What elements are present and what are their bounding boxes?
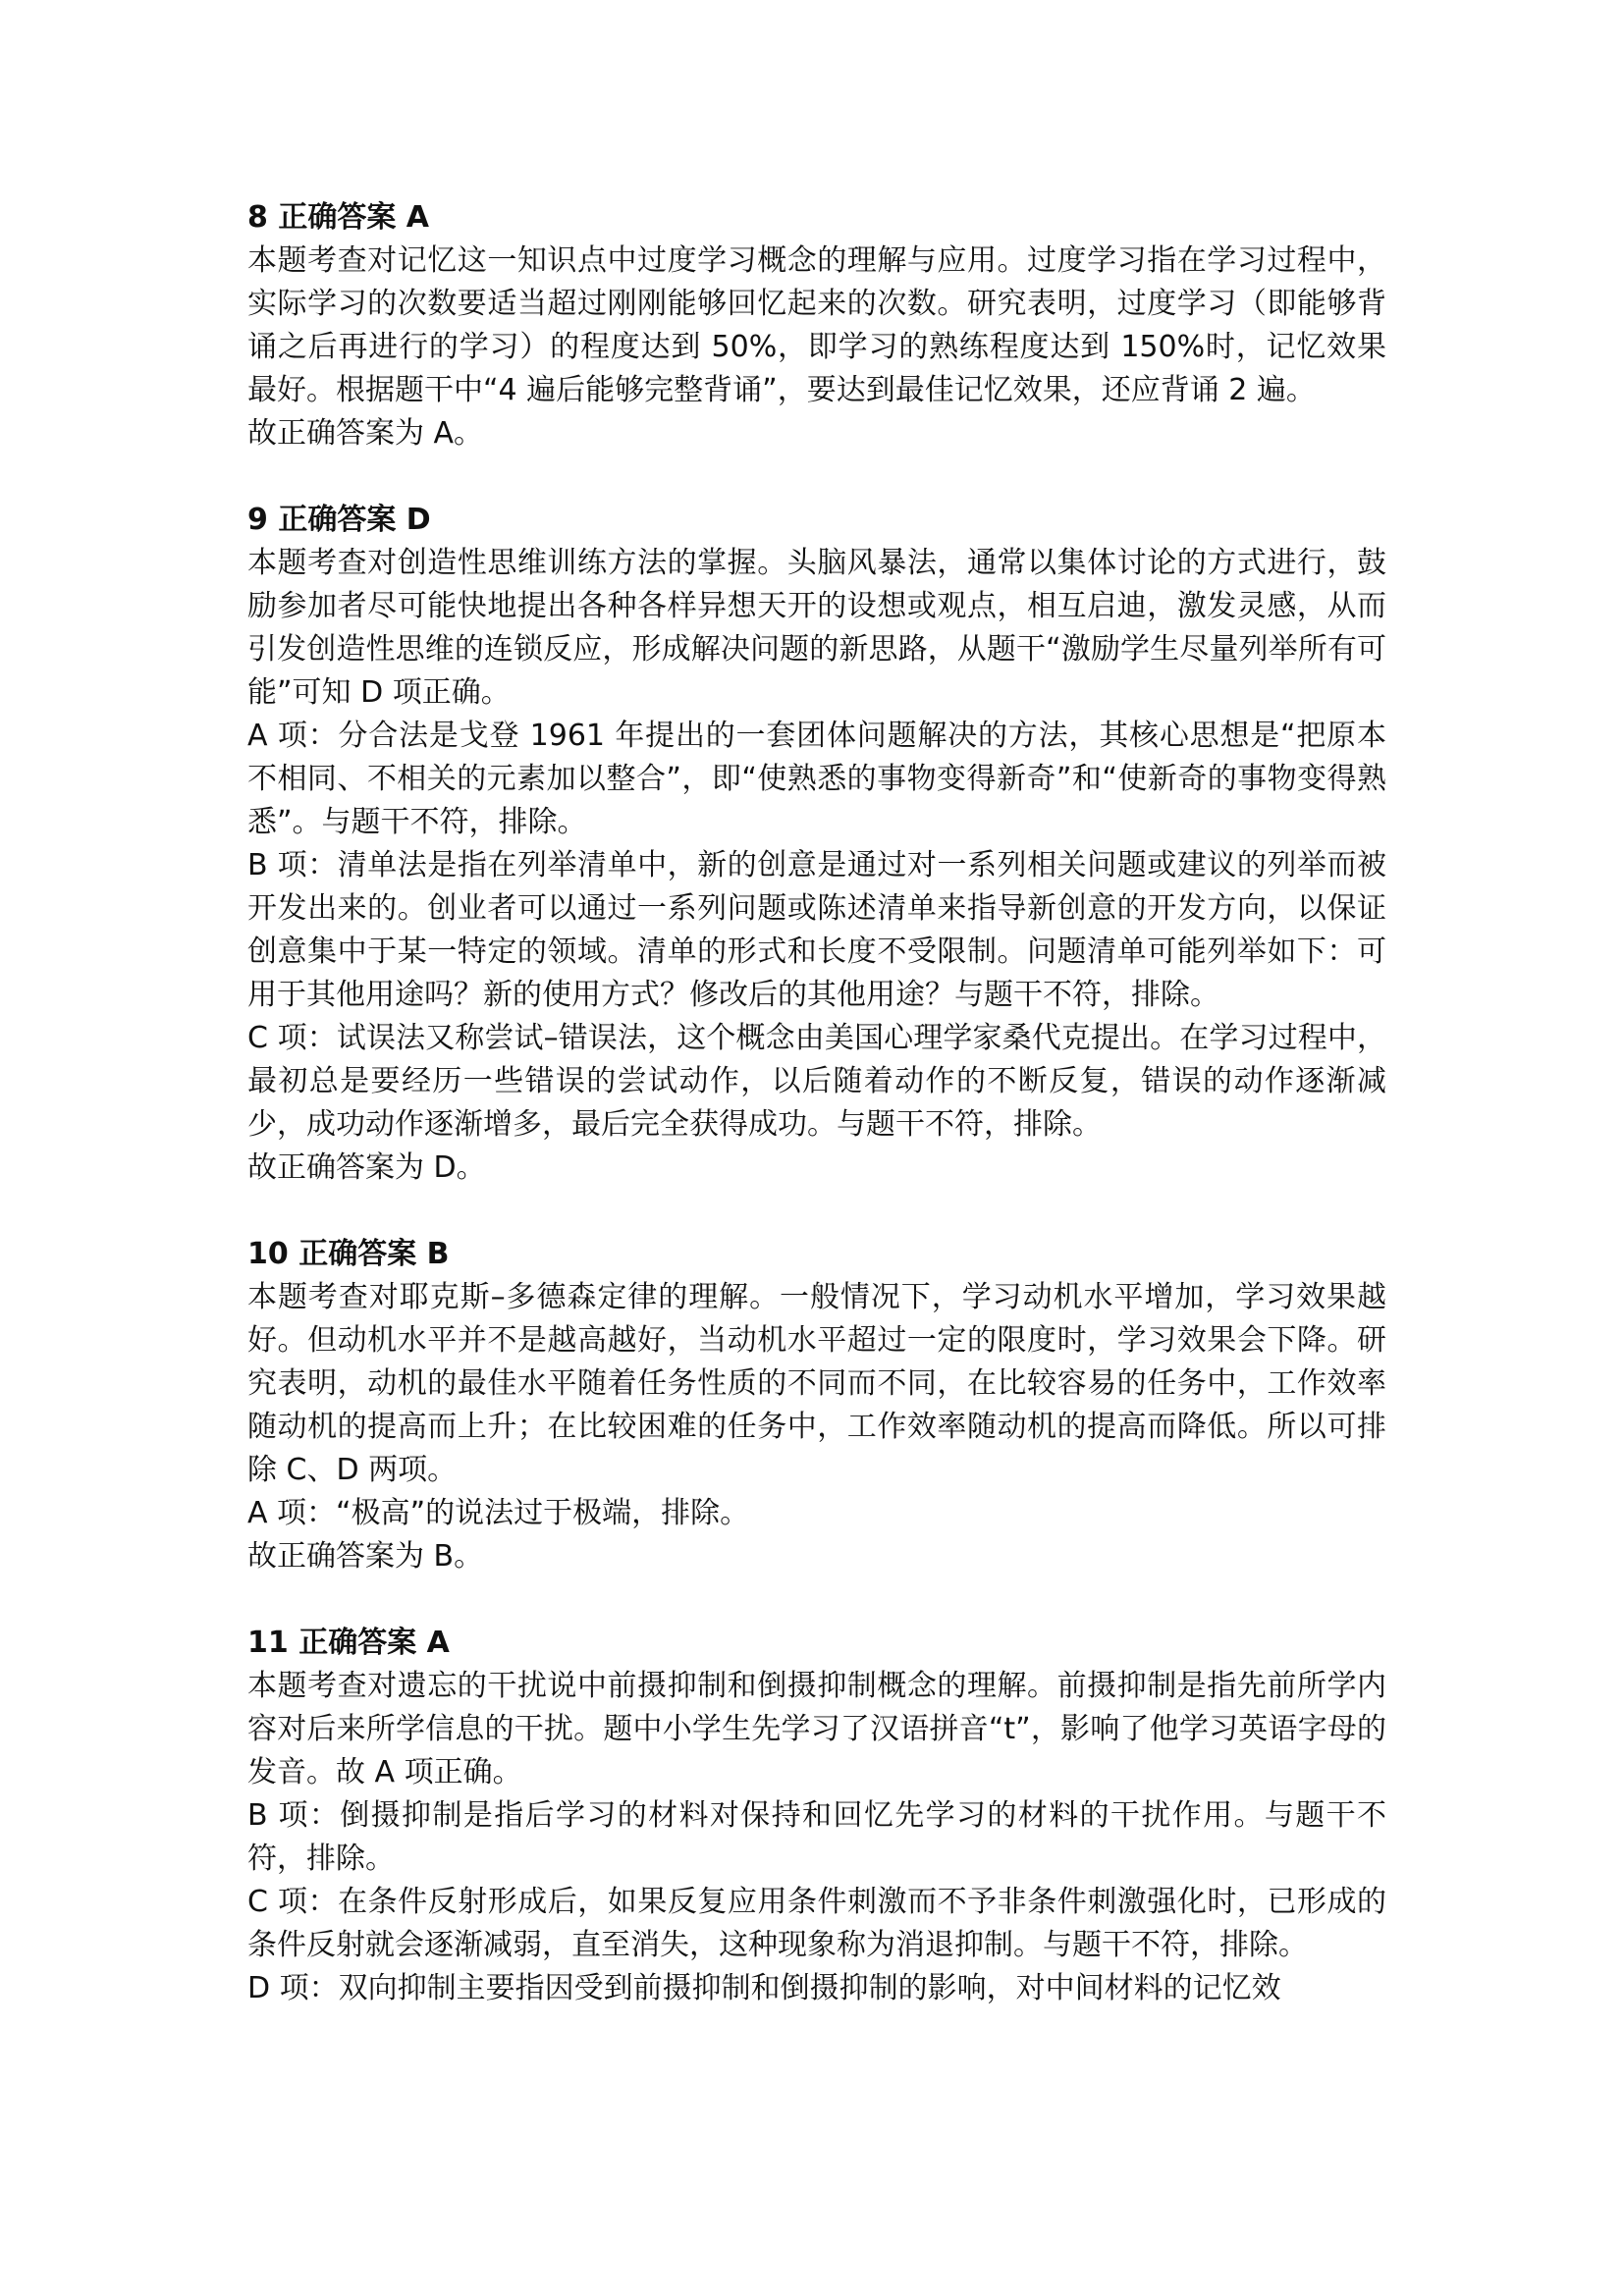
option-d-paragraph: D 项：双向抑制主要指因受到前摄抑制和倒摄抑制的影响，对中间材料的记忆效 bbox=[247, 1971, 1281, 2005]
option-a-paragraph: A 项：分合法是戈登 1961 年提出的一套团体问题解决的方法，其核心思想是“把原本不相同、不相关的元素加以整合”，即“使熟悉的事物变得新奇”和“使新奇的事物变得熟悉”。与题干不符，排除。 bbox=[247, 719, 1386, 839]
answer-explanations-page bbox=[247, 196, 1386, 2054]
option-c-paragraph: C 项：在条件反射形成后，如果反复应用条件刺激而不予非条件刺激强化时，已形成的条件反射就会逐渐减弱，直至消失，这种现象称为消退抑制。与题干不符，排除。 bbox=[247, 1885, 1386, 1962]
option-b-paragraph: B 项：清单法是指在列举清单中，新的创意是通过对一系列相关问题或建议的列举而被开发出来的。创业者可以通过一系列问题或陈述清单来指导新创意的开发方向，以保证创意集中于某一特定的领域。清单的形式和长度不受限制。问题清单可能列举如下：可用于其他用途吗？新的使用方式？修改后的其他用途？与题干不符，排除。 bbox=[247, 848, 1386, 1012]
option-c-paragraph: C 项：试误法又称尝试–错误法，这个概念由美国心理学家桑代克提出。在学习过程中，最初总是要经历一些错误的尝试动作，以后随着动作的不断反复，错误的动作逐渐减少，成功动作逐渐增多，最后完全获得成功。与题干不符，排除。 bbox=[247, 1021, 1386, 1142]
option-b-paragraph: B 项：倒摄抑制是指后学习的材料对保持和回忆先学习的材料的干扰作用。与题干不符，排除。 bbox=[247, 1798, 1386, 1876]
conclusion-paragraph: 故正确答案为 A。 bbox=[247, 416, 484, 451]
conclusion-paragraph: 故正确答案为 D。 bbox=[247, 1150, 486, 1185]
answer-heading: 9 正确答案 D bbox=[247, 503, 431, 537]
answer-section-10 bbox=[247, 1233, 1386, 1578]
answer-section-9 bbox=[247, 499, 1386, 1190]
option-a-paragraph: A 项：“极高”的说法过于极端，排除。 bbox=[247, 1496, 750, 1530]
answer-heading: 11 正确答案 A bbox=[247, 1626, 450, 1660]
answer-heading: 10 正确答案 B bbox=[247, 1237, 450, 1271]
answer-heading: 8 正确答案 A bbox=[247, 200, 429, 235]
explanation-paragraph: 本题考查对记忆这一知识点中过度学习概念的理解与应用。过度学习指在学习过程中，实际学习的次数要适当超过刚刚能够回忆起来的次数。研究表明，过度学习（即能够背诵之后再进行的学习）的程度达到 50%，即学习的熟练程度达到 150%时，记忆效果最好。根据题干中“4 遍后能够完整背诵”，要达到最佳记忆效果，还应背诵 2 遍。 bbox=[247, 243, 1386, 407]
explanation-paragraph: 本题考查对耶克斯–多德森定律的理解。一般情况下，学习动机水平增加，学习效果越好。但动机水平并不是越高越好，当动机水平超过一定的限度时，学习效果会下降。研究表明，动机的最佳水平随着任务性质的不同而不同，在比较容易的任务中，工作效率随动机的提高而上升；在比较困难的任务中，工作效率随动机的提高而降低。所以可排除 C、D 两项。 bbox=[247, 1280, 1386, 1487]
answer-section-8 bbox=[247, 196, 1386, 455]
explanation-paragraph: 本题考查对遗忘的干扰说中前摄抑制和倒摄抑制概念的理解。前摄抑制是指先前所学内容对后来所学信息的干扰。题中小学生先学习了汉语拼音“t”，影响了他学习英语字母的发音。故 A 项正确。 bbox=[247, 1669, 1386, 1789]
conclusion-paragraph: 故正确答案为 B。 bbox=[247, 1539, 484, 1574]
answer-section-11 bbox=[247, 1622, 1386, 2010]
explanation-paragraph: 本题考查对创造性思维训练方法的掌握。头脑风暴法，通常以集体讨论的方式进行，鼓励参加者尽可能快地提出各种各样异想天开的设想或观点，相互启迪，激发灵感，从而引发创造性思维的连锁反应，形成解决问题的新思路，从题干“激励学生尽量列举所有可能”可知 D 项正确。 bbox=[247, 546, 1386, 710]
